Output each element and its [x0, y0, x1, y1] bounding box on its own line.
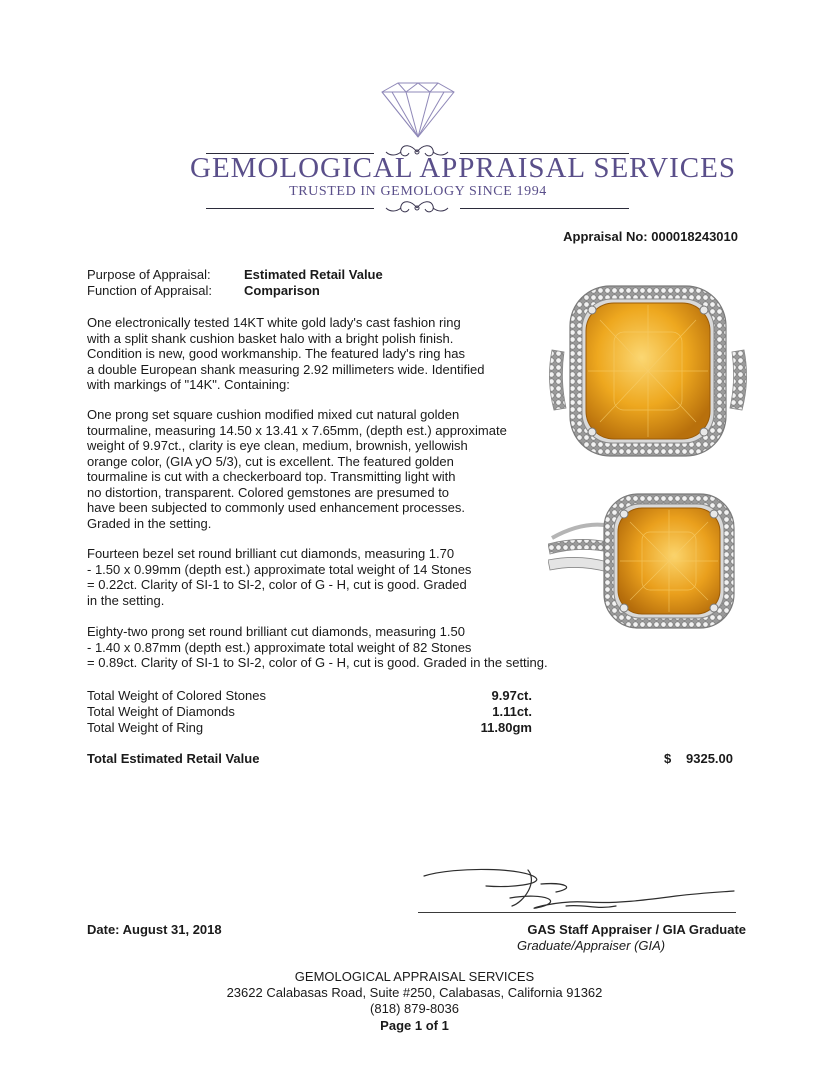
ring-photo-angled-view [548, 488, 748, 634]
brand-name: GEMOLOGICAL APPRAISAL SERVICES [190, 152, 736, 184]
text-line: tourmaline, measuring 14.50 x 13.41 x 7.65mm, (depth est.) approximate [87, 422, 507, 438]
appraisal-date: Date: August 31, 2018 [87, 922, 222, 937]
appraiser-title: GAS Staff Appraiser / GIA Graduate [527, 922, 746, 937]
total-ring-weight-label: Total Weight of Ring [87, 720, 204, 735]
footer-company: GEMOLOGICAL APPRAISAL SERVICES [294, 969, 535, 984]
text-line: One prong set square cushion modified mixed cut natural golden [87, 407, 460, 422]
text-line: Eighty-two prong set round brilliant cut diamonds, measuring 1.50 [87, 624, 465, 639]
text-line: Fourteen bezel set round brilliant cut diamonds, measuring 1.70 [87, 546, 455, 561]
total-colored-stones-label: Total Weight of Colored Stones [87, 688, 266, 703]
text-line: a double European shank measuring 2.92 millimeters wide. Identified [87, 361, 485, 377]
description-paragraph-bezel-diamonds [87, 546, 471, 608]
total-colored-stones-value: 9.97ct. [491, 688, 532, 703]
header-rule-bottom-right [459, 208, 629, 209]
description-paragraph-ring [87, 315, 484, 393]
text-line: weight of 9.97ct., clarity is eye clean, medium, brownish, yellowish [87, 438, 468, 453]
appraiser-subtitle: Graduate/Appraiser (GIA) [517, 938, 666, 953]
total-diamonds-value: 1.11ct. [492, 704, 532, 719]
handwritten-signature [416, 862, 740, 918]
text-line: Condition is new, good workmanship. The featured lady's ring has [87, 346, 466, 361]
text-line: = 0.89ct. Clarity of SI-1 to SI-2, color of G - H, cut is good. Graded in the setting. [87, 655, 548, 670]
text-line: no distortion, transparent. Colored gemstones are presumed to [87, 484, 450, 500]
text-line: - 1.40 x 0.87mm (depth est.) approximate total weight of 82 Stones [87, 639, 472, 655]
diamond-logo-icon [376, 82, 460, 138]
total-ring-weight-value: 11.80gm [480, 720, 532, 735]
purpose-label: Purpose of Appraisal: [87, 267, 211, 282]
retail-currency: $ [664, 751, 672, 766]
text-line: have been subjected to commonly used enhancement processes. [87, 500, 465, 515]
text-line: One electronically tested 14KT white gold lady's cast fashion ring [87, 315, 461, 330]
page-number: Page 1 of 1 [380, 1018, 449, 1033]
description-paragraph-tourmaline [87, 407, 507, 531]
text-line: in the setting. [87, 592, 165, 608]
text-line: orange color, (GIA yO 5/3), cut is excellent. The featured golden [87, 453, 454, 469]
signature-line [418, 912, 736, 913]
total-diamonds-label: Total Weight of Diamonds [87, 704, 235, 719]
brand-tagline: TRUSTED IN GEMOLOGY SINCE 1994 [289, 184, 547, 199]
retail-value-label: Total Estimated Retail Value [87, 751, 260, 766]
text-line: with markings of "14K". Containing: [87, 377, 290, 392]
text-line: - 1.50 x 0.99mm (depth est.) approximate total weight of 14 Stones [87, 561, 472, 577]
purpose-value: Estimated Retail Value [244, 267, 383, 282]
function-label: Function of Appraisal: [87, 283, 213, 298]
text-line: = 0.22ct. Clarity of SI-1 to SI-2, color of G - H, cut is good. Graded [87, 577, 467, 592]
footer-phone: (818) 879-8036 [370, 1001, 459, 1016]
footer-address: 23622 Calabasas Road, Suite #250, Calabasas, California 91362 [226, 985, 603, 1000]
description-paragraph-prong-diamonds [87, 624, 548, 671]
ring-photo-top-view [548, 280, 748, 468]
appraisal-number: Appraisal No: 000018243010 [563, 229, 738, 244]
header-rule-bottom-left [206, 208, 374, 209]
text-line: with a split shank cushion basket halo with a bright polish finish. [87, 330, 454, 346]
flourish-ornament-icon [374, 198, 460, 218]
function-value: Comparison [244, 283, 320, 298]
text-line: tourmaline is cut with a checkerboard top. Transmitting light with [87, 469, 456, 484]
text-line: Graded in the setting. [87, 515, 212, 531]
retail-amount: 9325.00 [686, 751, 733, 766]
